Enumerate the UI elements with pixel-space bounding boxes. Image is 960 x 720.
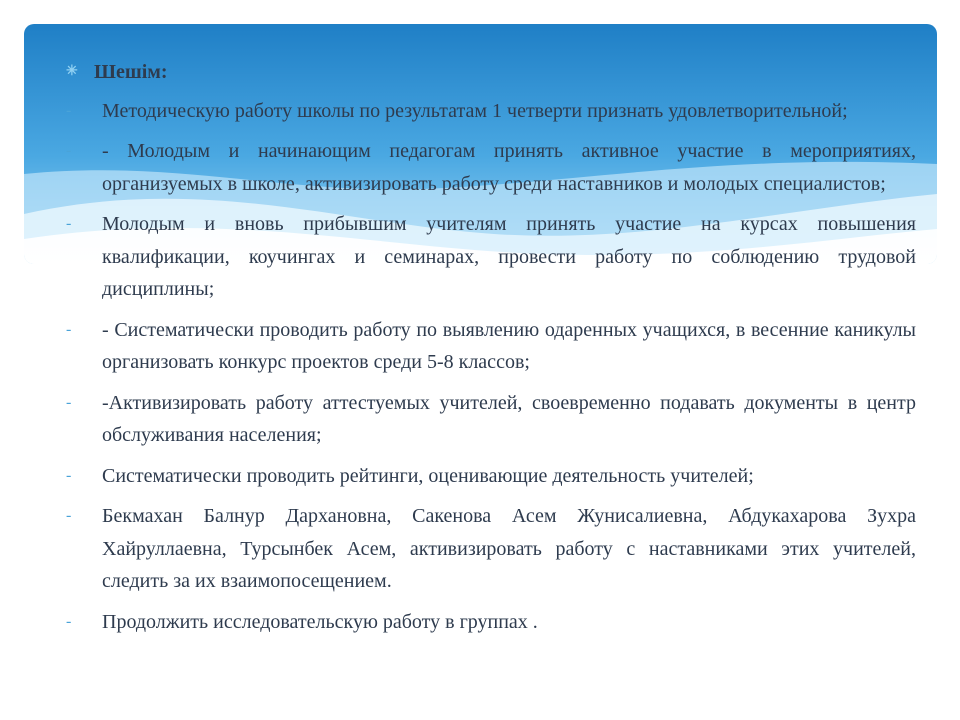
- star-bullet-icon: ✳: [66, 64, 78, 79]
- dash-bullet-icon: -: [66, 101, 72, 119]
- list-item: [56, 460, 916, 493]
- dash-bullet-icon: -: [66, 466, 72, 484]
- list-item: [56, 95, 916, 128]
- slide-content: [56, 56, 916, 638]
- dash-bullet-icon: -: [66, 320, 72, 338]
- list-item-text: Методическую работу школы по результатам 1 четверти признать удовлетворительной;: [102, 99, 848, 122]
- list-item: [56, 387, 916, 452]
- dash-bullet-icon: -: [66, 393, 72, 411]
- dash-bullet-icon: -: [66, 215, 72, 232]
- heading-text: Шешім:: [94, 61, 168, 83]
- list-item: [56, 314, 916, 379]
- list-item-text: -Активизировать работу аттестуемых учителей, своевременно подавать документы в центр обслуживания населения;: [102, 391, 916, 446]
- list-item: [56, 500, 916, 598]
- dash-bullet-icon: -: [66, 612, 72, 630]
- list-item-text: Продолжить исследовательскую работу в группах .: [102, 610, 538, 633]
- list-item-text: Молодым и вновь прибывшим учителям принять участие на курсах повышения квалификации, коучингах и семинарах, провести работу по соблюдению трудовой дисциплины;: [102, 213, 916, 300]
- list-item-text: - Молодым и начинающим педагогам принять активное участие в мероприятиях, организуемых в школе, активизировать работу среди наставников и молодых специалистов;: [102, 140, 916, 195]
- list-item-text: Систематически проводить рейтинги, оценивающие деятельность учителей;: [102, 464, 754, 487]
- list-item: [56, 606, 916, 639]
- list-item-text: - Систематически проводить работу по выявлению одаренных учащихся, в весенние каникулы организовать конкурс проектов среди 5-8 классов;: [102, 318, 916, 373]
- list-item-text: Бекмахан Балнур Дархановна, Сакенова Асем Жунисалиевна, Абдукахарова Зухра Хайруллаевна, Турсынбек Асем, активизировать работу с наставниками этих учителей, следить за их взаимопосещением.: [102, 505, 916, 592]
- list-item: [56, 208, 916, 306]
- dash-bullet-icon: -: [66, 142, 72, 159]
- dash-bullet-icon: -: [66, 507, 72, 524]
- decision-heading: [56, 56, 916, 89]
- list-item: [56, 135, 916, 200]
